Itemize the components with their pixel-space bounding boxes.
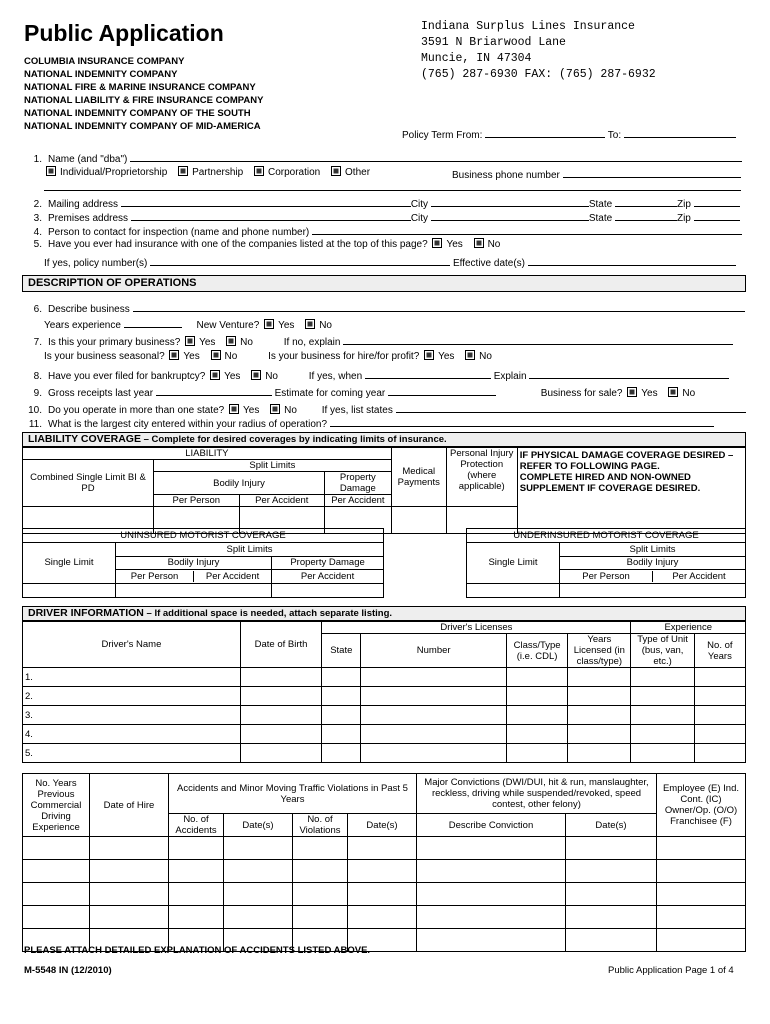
- q9-row: [24, 384, 695, 399]
- table-cell[interactable]: [90, 837, 169, 860]
- phone-field[interactable]: [563, 166, 741, 178]
- checkbox[interactable]: [424, 350, 434, 360]
- hire-label: Is your business for hire/for profit?: [268, 351, 420, 362]
- table-cell[interactable]: [361, 744, 507, 763]
- option-label: Individual/Proprietorship: [60, 167, 168, 178]
- q8-row: [24, 367, 729, 382]
- phone-label: Business phone number: [452, 170, 560, 181]
- yes-label: Yes: [183, 351, 200, 362]
- section-subtitle: – If additional space is needed, attach separate listing.: [143, 608, 393, 619]
- checkbox[interactable]: [331, 166, 341, 176]
- estimate-field[interactable]: [388, 384, 496, 396]
- table-cell[interactable]: [417, 860, 566, 883]
- explain-field[interactable]: [529, 367, 729, 379]
- per-person-cell: Per Person: [560, 571, 653, 582]
- uim-table: [466, 528, 746, 598]
- q5-row: [24, 238, 500, 250]
- q-number: 10.: [28, 405, 42, 416]
- q2-label: Mailing address: [48, 199, 119, 210]
- single-limit-cell: Single Limit: [23, 542, 116, 583]
- per-accident-cell: Per Accident: [272, 570, 384, 584]
- property-damage-cell: Property Damage: [325, 472, 392, 495]
- no-accidents-header: No. of Accidents: [169, 814, 224, 837]
- table-row: [23, 725, 746, 744]
- table-cell[interactable]: [631, 725, 694, 744]
- class-header: Class/Type (i.e. CDL): [506, 634, 567, 668]
- checkbox[interactable]: [305, 319, 315, 329]
- no-label: No: [487, 239, 501, 250]
- mailing-address-field[interactable]: [121, 195, 411, 207]
- table-cell[interactable]: [240, 706, 321, 725]
- single-limit-cell: Single Limit: [467, 542, 560, 583]
- seasonal-label: Is your business seasonal?: [44, 351, 165, 362]
- per-accident-cell: Per Accident: [255, 495, 309, 506]
- checkbox[interactable]: [465, 350, 475, 360]
- table-cell[interactable]: [417, 883, 566, 906]
- section-title: DRIVER INFORMATION: [28, 607, 144, 619]
- when-label: If yes, when: [308, 371, 363, 382]
- table-cell[interactable]: [90, 906, 169, 929]
- property-damage-cell: Property Damage: [272, 556, 384, 570]
- table-cell[interactable]: [568, 706, 631, 725]
- checkbox[interactable]: [432, 238, 442, 248]
- driver-table: [22, 621, 746, 763]
- zip-label: Zip: [676, 213, 691, 224]
- yes-label: Yes: [438, 351, 455, 362]
- zip-field[interactable]: [694, 209, 740, 221]
- table-cell[interactable]: [322, 706, 361, 725]
- checkbox[interactable]: [210, 370, 220, 380]
- q1-label: Name (and "dba"): [48, 154, 128, 165]
- table-cell[interactable]: [566, 837, 657, 860]
- number-header: Number: [361, 634, 507, 668]
- table-row: [23, 906, 746, 929]
- table-cell[interactable]: [631, 668, 694, 687]
- table-cell[interactable]: [361, 687, 507, 706]
- option-label: Partnership: [192, 167, 244, 178]
- table-cell[interactable]: [657, 929, 746, 952]
- liability-table: [22, 447, 746, 534]
- checkbox[interactable]: [474, 238, 484, 248]
- q-number: 3.: [33, 213, 42, 224]
- table-cell[interactable]: [348, 837, 417, 860]
- checkbox[interactable]: [169, 350, 179, 360]
- q-number: 2.: [33, 199, 42, 210]
- accidents-header: Accidents and Minor Moving Traffic Violations in Past 5 Years: [169, 774, 417, 814]
- checkbox[interactable]: [229, 404, 239, 414]
- table-cell[interactable]: [23, 883, 90, 906]
- city-label: City: [410, 199, 429, 210]
- medical-payments-cell: Medical Payments: [391, 448, 446, 507]
- table-cell[interactable]: [631, 687, 694, 706]
- q3-row: [24, 209, 740, 224]
- q-number: 6.: [33, 304, 42, 315]
- table-cell[interactable]: [657, 860, 746, 883]
- table-cell[interactable]: [322, 668, 361, 687]
- table-cell[interactable]: [240, 725, 321, 744]
- table-cell[interactable]: [293, 906, 348, 929]
- experience-header: Experience: [631, 622, 746, 634]
- row-number[interactable]: 2.: [23, 687, 241, 706]
- agency-line: Muncie, IN 47304: [421, 52, 532, 65]
- q10-label: Do you operate in more than one state?: [48, 405, 225, 416]
- section-subtitle: – Complete for desired coverages by indicating limits of insurance.: [140, 434, 447, 445]
- policy-term-to-label: To:: [607, 130, 622, 141]
- table-cell[interactable]: [240, 744, 321, 763]
- q7-row: [24, 333, 733, 348]
- table-cell[interactable]: [568, 725, 631, 744]
- table-row: [23, 837, 746, 860]
- table-cell[interactable]: [348, 906, 417, 929]
- zip-label: Zip: [676, 199, 691, 210]
- list-label: If yes, list states: [321, 405, 393, 416]
- table-cell[interactable]: [23, 860, 90, 883]
- employee-type-header: Employee (E) Ind. Cont. (IC) Owner/Op. (O/O) Franchisee (F): [657, 774, 746, 837]
- table-cell[interactable]: [566, 929, 657, 952]
- um-single-input[interactable]: [23, 584, 116, 598]
- entity-type-row: [44, 166, 370, 178]
- policy-term-to-field[interactable]: [624, 126, 736, 138]
- liability-header-cell: LIABILITY: [23, 448, 392, 460]
- prior-experience-header: No. Years Previous Commercial Driving Experience: [23, 774, 90, 837]
- company-name: COLUMBIA INSURANCE COMPANY: [24, 56, 185, 67]
- table-cell[interactable]: [293, 860, 348, 883]
- table-cell[interactable]: [694, 725, 745, 744]
- checkbox[interactable]: [627, 387, 637, 397]
- checkbox[interactable]: [264, 319, 274, 329]
- agency-line: 3591 N Briarwood Lane: [421, 36, 566, 49]
- driver-name-header: Driver's Name: [23, 622, 241, 668]
- venture-label: New Venture?: [196, 320, 260, 331]
- zip-field[interactable]: [694, 195, 740, 207]
- no-label: No: [240, 337, 253, 348]
- row-number[interactable]: 3.: [23, 706, 241, 725]
- company-name: NATIONAL LIABILITY & FIRE INSURANCE COMPANY: [24, 95, 264, 106]
- um-title: UNINSURED MOTORIST COVERAGE: [23, 529, 384, 543]
- q-number: 5.: [33, 239, 42, 250]
- no-label: No: [284, 405, 297, 416]
- no-label: No: [265, 371, 278, 382]
- sale-label: Business for sale?: [540, 388, 623, 399]
- agency-address: [421, 19, 656, 83]
- checkbox[interactable]: [254, 166, 264, 176]
- major-convictions-header: Major Convictions (DWI/DUI, hit & run, manslaughter, reckless, driving while suspended/revoked, speed contest, other felony): [417, 774, 657, 814]
- table-cell[interactable]: [657, 837, 746, 860]
- table-cell[interactable]: [417, 837, 566, 860]
- table-cell[interactable]: [506, 744, 567, 763]
- table-row: [23, 687, 746, 706]
- pip-cell: Personal Injury Protection (where applicable): [446, 448, 517, 507]
- table-cell[interactable]: [568, 687, 631, 706]
- name-field[interactable]: [130, 150, 742, 162]
- city-field[interactable]: [431, 209, 589, 221]
- split-limits-cell: Split Limits: [560, 542, 746, 556]
- table-cell[interactable]: [23, 837, 90, 860]
- table-cell[interactable]: [224, 837, 293, 860]
- table-cell[interactable]: [417, 929, 566, 952]
- table-row: [23, 706, 746, 725]
- no-label: No: [682, 388, 696, 399]
- table-cell[interactable]: [90, 883, 169, 906]
- table-cell[interactable]: [169, 906, 224, 929]
- table-cell[interactable]: [631, 706, 694, 725]
- policy-label: If yes, policy number(s): [44, 258, 148, 269]
- row-number[interactable]: 5.: [23, 744, 241, 763]
- table-cell[interactable]: [657, 906, 746, 929]
- agency-line: Indiana Surplus Lines Insurance: [421, 20, 635, 33]
- table-cell[interactable]: [694, 706, 745, 725]
- q4-row: [24, 223, 742, 238]
- attach-note: PLEASE ATTACH DETAILED EXPLANATION OF ACCIDENTS LISTED ABOVE.: [24, 945, 371, 956]
- uim-single-input[interactable]: [467, 584, 560, 598]
- q5-label: Have you ever had insurance with one of the companies listed at the top of this page?: [48, 239, 428, 250]
- date-of-hire-header: Date of Hire: [90, 774, 169, 837]
- table-cell[interactable]: [506, 687, 567, 706]
- table-cell[interactable]: [361, 725, 507, 744]
- when-field[interactable]: [365, 367, 491, 379]
- licenses-header: Driver's Licenses: [322, 622, 631, 634]
- table-cell[interactable]: [568, 744, 631, 763]
- q7-seasonal-row: [44, 350, 492, 362]
- table-row: [23, 668, 746, 687]
- q6-label: Describe business: [48, 304, 130, 315]
- unit-type-header: Type of Unit (bus, van, etc.): [631, 634, 694, 668]
- city-field[interactable]: [431, 195, 589, 207]
- checkbox[interactable]: [226, 336, 236, 346]
- operations-header: [22, 275, 746, 292]
- yes-label: Yes: [224, 371, 241, 382]
- policy-term: [402, 126, 736, 141]
- years-licensed-header: Years Licensed (in class/type): [568, 634, 631, 668]
- effective-date-field[interactable]: [528, 254, 736, 266]
- no-years-header: No. of Years: [694, 634, 745, 668]
- history-table: [22, 773, 746, 952]
- table-cell[interactable]: [23, 906, 90, 929]
- q-number: 7.: [33, 337, 42, 348]
- yes-label: Yes: [278, 320, 295, 331]
- no-violations-header: No. of Violations: [293, 814, 348, 837]
- liability-header: [22, 432, 746, 447]
- q7-label: Is this your primary business?: [48, 337, 181, 348]
- state-field[interactable]: [615, 209, 677, 221]
- table-cell[interactable]: [566, 906, 657, 929]
- years-label: Years experience: [44, 320, 121, 331]
- receipts-field[interactable]: [156, 384, 272, 396]
- section-title: LIABILITY COVERAGE: [28, 433, 141, 445]
- state-label: State: [588, 199, 613, 210]
- q2-row: [24, 195, 740, 210]
- explain-field[interactable]: [343, 333, 733, 345]
- table-cell[interactable]: [694, 668, 745, 687]
- describe-header: Describe Conviction: [417, 814, 566, 837]
- per-accident-cell: Per Accident: [325, 495, 392, 507]
- q10-row: [24, 401, 746, 416]
- csl-cell: Combined Single Limit BI & PD: [23, 460, 154, 507]
- checkbox[interactable]: [668, 387, 678, 397]
- q11-label: What is the largest city entered within your radius of operation?: [48, 419, 328, 430]
- name-line-2[interactable]: [44, 190, 741, 191]
- q-number: 4.: [33, 227, 42, 238]
- table-cell[interactable]: [657, 883, 746, 906]
- table-cell[interactable]: [506, 706, 567, 725]
- q-number: 11.: [28, 419, 42, 430]
- table-cell[interactable]: [322, 744, 361, 763]
- company-list: [24, 55, 263, 133]
- split-limits-cell: Split Limits: [154, 460, 392, 472]
- checkbox[interactable]: [251, 370, 261, 380]
- largest-city-field[interactable]: [330, 415, 714, 427]
- policy-term-from-label: Policy Term From:: [402, 130, 483, 141]
- dates-header: Date(s): [348, 814, 417, 837]
- state-header: State: [322, 634, 361, 668]
- table-cell[interactable]: [224, 860, 293, 883]
- dob-header: Date of Birth: [240, 622, 321, 668]
- table-row: [23, 860, 746, 883]
- per-accident-cell: Per Accident: [672, 571, 726, 583]
- table-cell[interactable]: [631, 744, 694, 763]
- um-pd-input[interactable]: [272, 584, 384, 598]
- table-cell[interactable]: [566, 860, 657, 883]
- table-cell[interactable]: [348, 883, 417, 906]
- bodily-injury-cell: Bodily Injury: [154, 472, 325, 495]
- premises-address-field[interactable]: [131, 209, 411, 221]
- table-cell[interactable]: [694, 744, 745, 763]
- row-number[interactable]: 4.: [23, 725, 241, 744]
- physical-damage-note: IF PHYSICAL DAMAGE COVERAGE DESIRED – REFER TO FOLLOWING PAGE.: [517, 448, 745, 472]
- table-cell[interactable]: [322, 725, 361, 744]
- ifno-label: If no, explain: [283, 337, 341, 348]
- agency-line: (765) 287-6930 FAX: (765) 287-6932: [421, 68, 656, 81]
- table-cell[interactable]: [90, 860, 169, 883]
- page-title: Public Application: [24, 20, 224, 46]
- table-cell[interactable]: [293, 883, 348, 906]
- estimate-label: Estimate for coming year: [274, 388, 386, 399]
- med-input[interactable]: [391, 507, 446, 534]
- hired-nonowned-note: COMPLETE HIRED AND NON-OWNED SUPPLEMENT IF COVERAGE DESIRED.: [517, 472, 745, 534]
- yes-label: Yes: [243, 405, 260, 416]
- um-bi-input[interactable]: [116, 584, 272, 598]
- uim-title: UNDERINSURED MOTORIST COVERAGE: [467, 529, 746, 543]
- per-person-cell: Per Person: [116, 571, 194, 582]
- form-number: M-5548 IN (12/2010): [24, 965, 112, 976]
- table-cell[interactable]: [348, 860, 417, 883]
- q4-label: Person to contact for inspection (name and phone number): [48, 227, 310, 238]
- table-row: [23, 744, 746, 763]
- table-cell[interactable]: [506, 668, 567, 687]
- q8-label: Have you ever filed for bankruptcy?: [48, 371, 206, 382]
- table-cell[interactable]: [322, 687, 361, 706]
- table-cell[interactable]: [224, 883, 293, 906]
- business-field[interactable]: [133, 300, 745, 312]
- yes-label: Yes: [641, 388, 658, 399]
- split-limits-cell: Split Limits: [116, 542, 384, 556]
- checkbox[interactable]: [46, 166, 56, 176]
- driver-header: [22, 606, 746, 621]
- table-cell[interactable]: [293, 837, 348, 860]
- page-number: Public Application Page 1 of 4: [608, 965, 734, 976]
- table-cell[interactable]: [694, 687, 745, 706]
- states-field[interactable]: [396, 401, 746, 413]
- q3-label: Premises address: [48, 213, 129, 224]
- city-label: City: [410, 213, 429, 224]
- um-table: [22, 528, 384, 598]
- policy-term-from-field[interactable]: [485, 126, 605, 138]
- option-label: Corporation: [267, 167, 321, 178]
- table-row: [23, 883, 746, 906]
- dates-header: Date(s): [224, 814, 293, 837]
- q-number: 8.: [33, 371, 42, 382]
- checkbox[interactable]: [178, 166, 188, 176]
- checkbox[interactable]: [185, 336, 195, 346]
- bodily-injury-cell: Bodily Injury: [167, 557, 220, 569]
- no-label: No: [319, 320, 332, 331]
- phone-row: [452, 166, 741, 181]
- policy-number-field[interactable]: [150, 254, 450, 266]
- q6-years-row: [44, 316, 332, 331]
- yes-label: Yes: [446, 239, 463, 250]
- contact-field[interactable]: [312, 223, 742, 235]
- checkbox[interactable]: [270, 404, 280, 414]
- company-name: NATIONAL INDEMNITY COMPANY OF MID-AMERICA: [24, 121, 261, 132]
- q-number: 9.: [33, 388, 42, 399]
- table-cell[interactable]: [240, 687, 321, 706]
- table-cell[interactable]: [361, 706, 507, 725]
- table-cell[interactable]: [361, 668, 507, 687]
- state-field[interactable]: [615, 195, 677, 207]
- bodily-injury-cell: Bodily Injury: [560, 556, 746, 570]
- no-label: No: [479, 351, 492, 362]
- q-number: 1.: [33, 154, 42, 165]
- q9-label: Gross receipts last year: [48, 388, 154, 399]
- table-cell[interactable]: [240, 668, 321, 687]
- table-cell[interactable]: [169, 837, 224, 860]
- table-cell[interactable]: [417, 906, 566, 929]
- years-field[interactable]: [124, 316, 182, 328]
- company-name: NATIONAL INDEMNITY COMPANY: [24, 69, 178, 80]
- table-cell[interactable]: [169, 883, 224, 906]
- section-title: DESCRIPTION OF OPERATIONS: [28, 277, 197, 289]
- table-cell[interactable]: [566, 883, 657, 906]
- table-cell[interactable]: [506, 725, 567, 744]
- yes-label: Yes: [199, 337, 216, 348]
- q6-row: [24, 300, 745, 315]
- option-label: Other: [345, 167, 371, 178]
- q5-policy-row: [44, 254, 736, 269]
- per-person-cell: Per Person: [154, 495, 239, 506]
- company-name: NATIONAL INDEMNITY COMPANY OF THE SOUTH: [24, 108, 251, 119]
- table-cell[interactable]: [568, 668, 631, 687]
- company-name: NATIONAL FIRE & MARINE INSURANCE COMPANY: [24, 82, 256, 93]
- uim-bi-input[interactable]: [560, 584, 746, 598]
- dates-header: Date(s): [566, 814, 657, 837]
- row-number[interactable]: 1.: [23, 668, 241, 687]
- explain-label: Explain: [493, 371, 527, 382]
- table-cell[interactable]: [169, 860, 224, 883]
- state-label: State: [588, 213, 613, 224]
- q1-row: [24, 150, 742, 165]
- table-cell[interactable]: [224, 906, 293, 929]
- no-label: No: [224, 351, 238, 362]
- per-accident-cell: Per Accident: [205, 571, 260, 583]
- effective-label: Effective date(s): [452, 258, 526, 269]
- checkbox[interactable]: [211, 350, 221, 360]
- q11-row: [24, 415, 714, 430]
